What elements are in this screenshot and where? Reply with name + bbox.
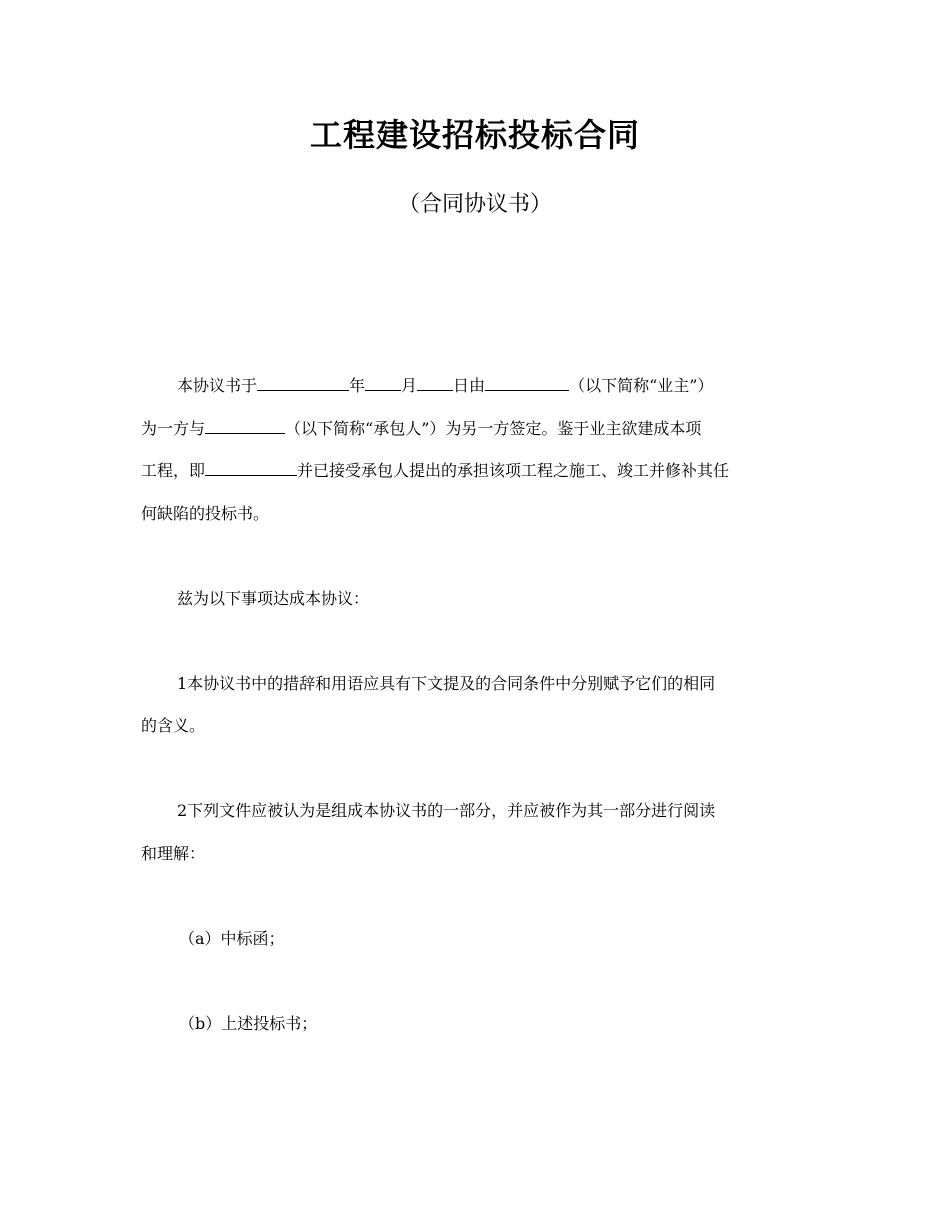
agreement-text: 年 (349, 376, 366, 395)
agreement-text: 日由 (453, 376, 486, 395)
paragraph-gap (141, 540, 813, 583)
list-item-a: （a）中标函； (179, 928, 285, 948)
contractor-name-blank (205, 415, 285, 434)
clause-1-line-1: 1本协议书中的措辞和用语应具有下文提及的合同条件中分别赋予它们的相同 (177, 673, 716, 693)
paragraph-gap (141, 965, 813, 1008)
clause-2-line-1: 2下列文件应被认为是组成本协议书的一部分，并应被作为其一部分进行阅读 (177, 801, 716, 820)
date-day-blank (417, 372, 453, 391)
paragraph-gap (141, 880, 813, 923)
agreement-line-3 (141, 455, 813, 498)
clause-2-line-2: 和理解： (141, 843, 206, 863)
page-title: 工程建设招标投标合同 (309, 116, 640, 154)
agreement-line-2 (141, 413, 813, 456)
owner-name-blank (485, 372, 569, 391)
agreement-text: 本协议书于 (177, 376, 258, 395)
agreement-text: 为一方与 (141, 418, 206, 438)
agreement-line-1 (141, 370, 813, 413)
contract-body (141, 370, 813, 1050)
agreement-text: 并已接受承包人提出的承担该项工程之施工、竣工并修补其任 (297, 461, 730, 480)
paragraph-gap (141, 753, 813, 796)
agreement-text: 工程，即 (141, 461, 206, 480)
agreement-text: （以下简称“业主”） (569, 376, 714, 395)
agreement-text: 月 (401, 376, 418, 395)
clause-1-line-2: 的含义。 (141, 716, 206, 735)
page-subtitle: （合同协议书） (397, 192, 552, 217)
paragraph-gap (141, 625, 813, 668)
agreement-intro: 兹为以下事项达成本协议： (177, 588, 370, 608)
date-month-blank (365, 372, 401, 391)
list-item-b: （b）上述投标书； (179, 1013, 318, 1033)
agreement-line-4: 何缺陷的投标书。 (141, 503, 270, 523)
agreement-text: （以下简称“承包人”）为另一方签定。鉴于业主欲建成本项 (285, 418, 702, 438)
project-name-blank (205, 457, 297, 476)
date-year-blank (257, 372, 349, 391)
